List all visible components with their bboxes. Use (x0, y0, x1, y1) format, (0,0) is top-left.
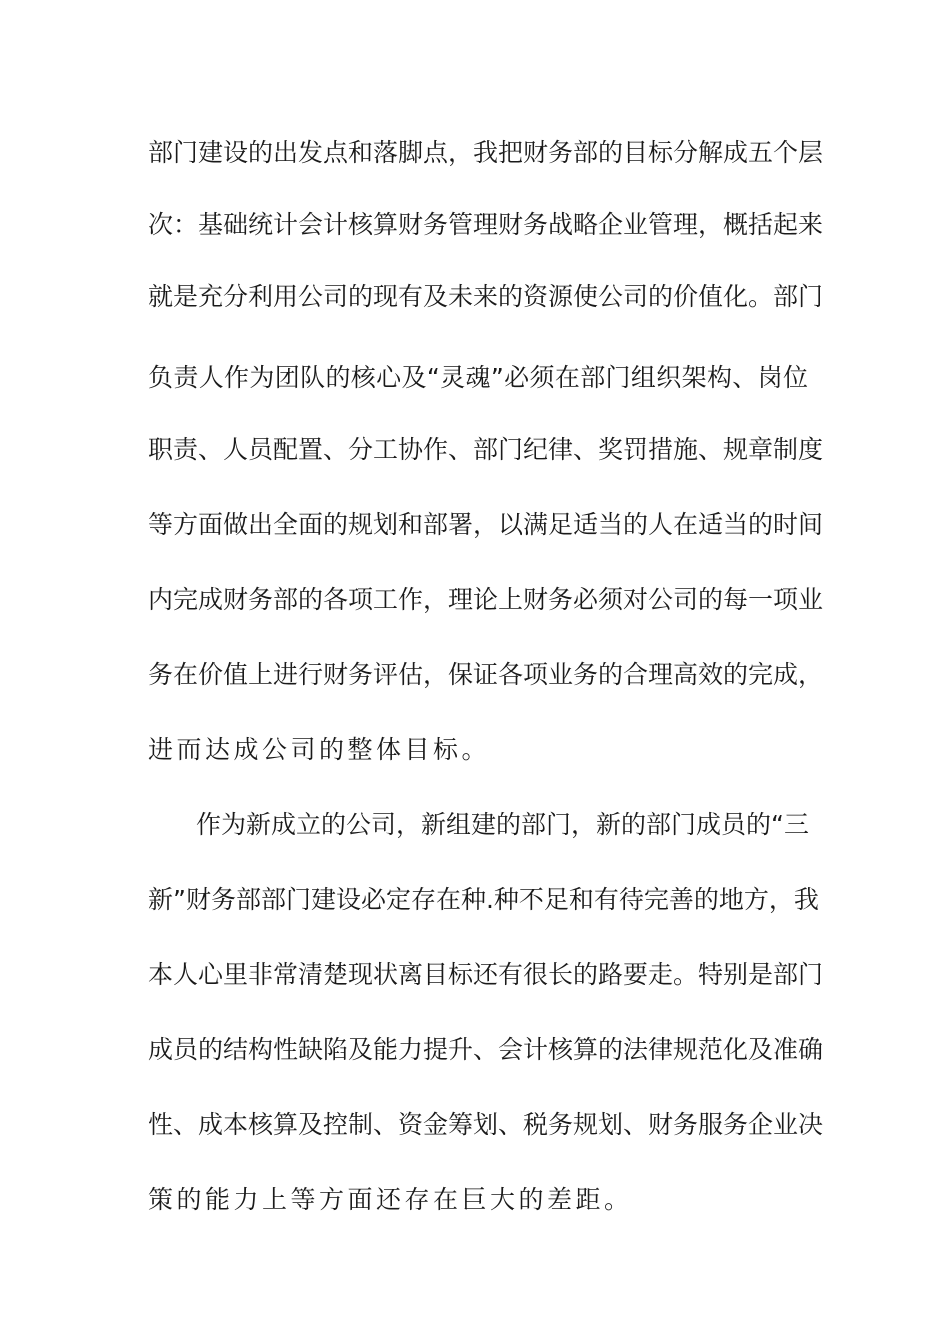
paragraph-2-line-2: 新”财务部部门建设必定存在种.种不足和有待完善的地方，我 (148, 885, 819, 914)
paragraph-1-line-7: 内完成财务部的各项工作，理论上财务必须对公司的每一项业 (148, 585, 824, 614)
paragraph-1-line-5: 职责、人员配置、分工协作、部门纪律、奖罚措施、规章制度 (148, 435, 824, 464)
paragraph-2-line-1: 作为新成立的公司，新组建的部门，新的部门成员的“三 (196, 810, 809, 839)
paragraph-2-line-5: 性、成本核算及控制、资金筹划、税务规划、财务服务企业决 (148, 1110, 824, 1139)
paragraph-1-line-3: 就是充分利用公司的现有及未来的资源使公司的价值化。部门 (148, 282, 824, 311)
paragraph-2-line-3: 本人心里非常清楚现状离目标还有很长的路要走。特别是部门 (148, 960, 824, 989)
paragraph-1-line-4: 负责人作为团队的核心及“灵魂”必须在部门组织架构、岗位 (148, 363, 808, 392)
paragraph-2-line-4: 成员的结构性缺陷及能力提升、会计核算的法律规范化及准确 (148, 1035, 824, 1064)
paragraph-1-line-8: 务在价值上进行财务评估，保证各项业务的合理高效的完成， (148, 660, 824, 689)
paragraph-1-line-9: 进而达成公司的整体目标。 (148, 735, 491, 764)
paragraph-2-line-6: 策的能力上等方面还存在巨大的差距。 (148, 1185, 633, 1214)
paragraph-1-line-1: 部门建设的出发点和落脚点，我把财务部的目标分解成五个层 (148, 138, 824, 167)
paragraph-1-line-2: 次：基础统计会计核算财务管理财务战略企业管理，概括起来 (148, 210, 824, 239)
paragraph-1-line-6: 等方面做出全面的规划和部署，以满足适当的人在适当的时间 (148, 510, 824, 539)
